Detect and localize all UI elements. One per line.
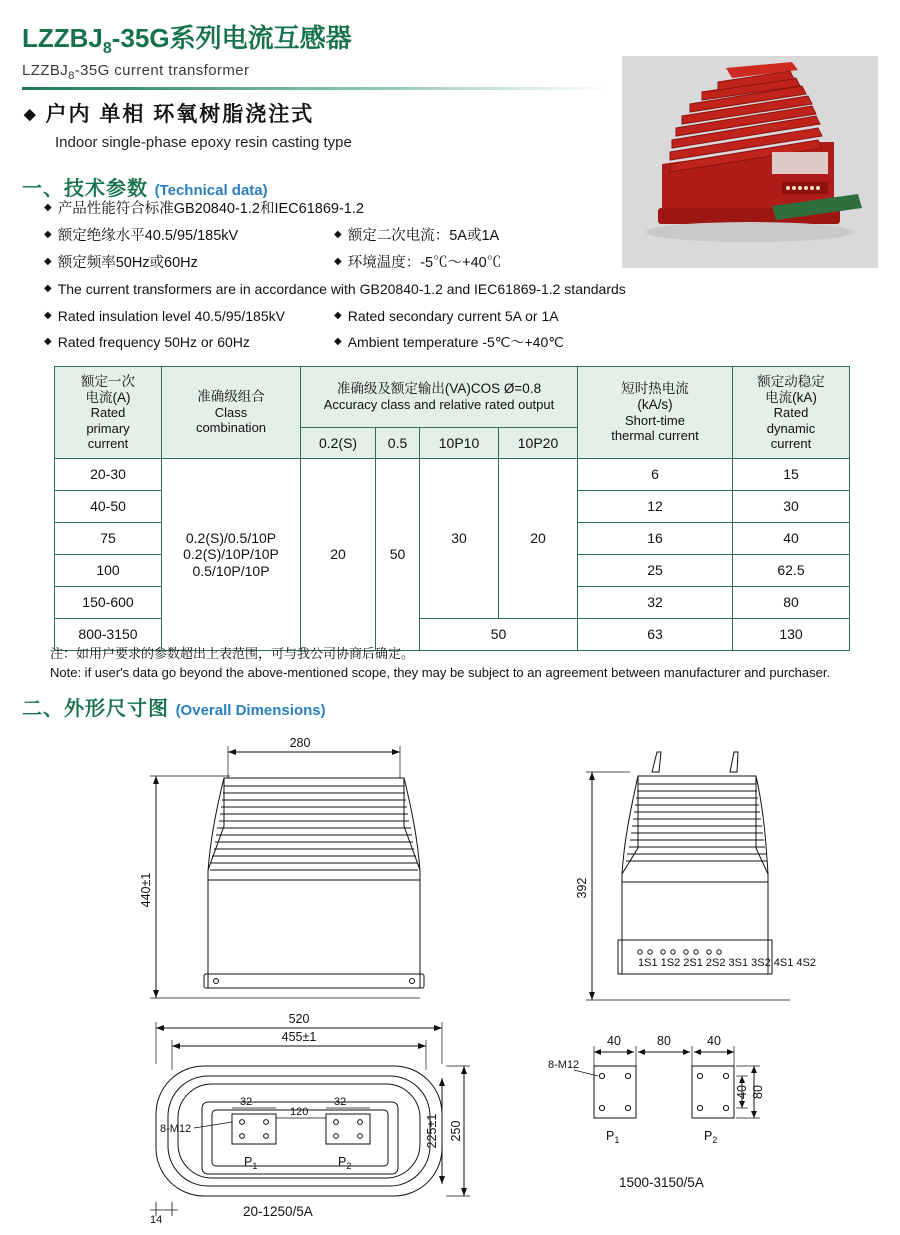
col-header-accuracy-en: Accuracy class and relative rated output [323, 397, 555, 413]
col-header-thermal-en-2: thermal current [611, 428, 699, 444]
title-en-subscript: 8 [68, 69, 75, 82]
diamond-bullet-icon: ◆ [24, 106, 38, 123]
spec-text: 额定频率50Hz或60Hz [57, 255, 198, 272]
list-item [44, 254, 334, 272]
cell-primary-current: 75 [55, 523, 162, 555]
spec-row [44, 308, 664, 326]
cell-primary-current: 40-50 [55, 491, 162, 523]
dim-plate-80-v: 80 [751, 1085, 765, 1099]
diamond-bullet-icon: ◆ [334, 256, 342, 268]
col-header-thermal-en-1: Short-time [625, 413, 685, 429]
col-header-primary-current-cn-1: 额定一次 [81, 373, 135, 389]
cell-10p20-output: 20 [498, 459, 577, 619]
front-view-svg [120, 730, 500, 1020]
cell-thermal-current: 63 [578, 619, 733, 651]
col-header-dynamic-en-3: current [770, 436, 812, 452]
diamond-bullet-icon: ◆ [44, 336, 52, 348]
dim-plate-40-left: 40 [607, 1034, 621, 1048]
technical-spec-list [44, 200, 664, 361]
cell-05-output: 50 [376, 459, 420, 651]
diamond-bullet-icon: ◆ [334, 336, 342, 348]
cell-thermal-current: 6 [578, 459, 733, 491]
list-item [44, 227, 334, 245]
drawing-front-view [120, 730, 500, 1025]
cell-primary-current: 20-30 [55, 459, 162, 491]
spec-text: 环境温度：-5℃～+40℃ [347, 255, 502, 272]
col-header-dynamic-en-2: dynamic [766, 420, 816, 436]
dim-top-outer-width: 520 [288, 1012, 310, 1026]
top-view-svg [120, 1010, 520, 1225]
cell-dynamic-current: 62.5 [733, 555, 850, 587]
dim-120: 120 [290, 1106, 309, 1118]
col-header-thermal-current [578, 367, 733, 459]
dim-plate-40-v: 40 [735, 1085, 749, 1099]
title-en-post: -35G current transformer [74, 61, 250, 79]
class-combination-line-2: 0.2(S)/10P/10P [183, 546, 279, 563]
spec-text: The current transformers are in accordance with GB20840-1.2 and IEC61869-1.2 standards [57, 281, 626, 298]
spec-text: Rated insulation level 40.5/95/185kV [57, 307, 285, 324]
list-item [334, 254, 654, 272]
note-en: Note: if user's data go beyond the above-mentioned scope, they may be subject to an agreement between manufacturer and purchaser. [50, 664, 831, 680]
title-cn-pre: LZZBJ [22, 23, 103, 53]
drawing-top-view [120, 1010, 520, 1230]
dim-side-height: 392 [575, 877, 589, 899]
list-item [334, 334, 654, 352]
bolt-spec-plates: 8-M12 [548, 1059, 580, 1071]
table-row [55, 459, 850, 491]
col-header-primary-current-en-2: primary [86, 420, 130, 436]
dim-32-right: 32 [334, 1096, 347, 1108]
table-header-row [55, 367, 850, 428]
col-header-class-en-1: Class [214, 405, 248, 421]
list-item [44, 308, 334, 326]
drawing-side-view [560, 742, 860, 1027]
cell-10p10-output-top: 30 [420, 459, 499, 619]
diamond-bullet-icon: ◆ [44, 309, 52, 321]
product-headline [24, 98, 604, 151]
section-one-en: (Technical data) [154, 182, 268, 199]
col-subheader-02s: 0.2(S) [301, 428, 376, 459]
dim-14: 14 [150, 1214, 163, 1225]
label-p1-top: $P_1$ [244, 1155, 258, 1171]
col-header-dynamic-current [733, 367, 850, 459]
bolt-spec-top: 8-M12 [160, 1123, 192, 1135]
dim-plate-80: 80 [657, 1034, 671, 1048]
col-header-accuracy-cn: 准确级及额定输出(VA)COS Ø=0.8 [336, 381, 542, 397]
col-header-primary-current-en-3: current [87, 436, 129, 452]
caption-top-view: 20-1250/5A [243, 1204, 313, 1219]
headline-cn-text: 户内 单相 环氧树脂浇注式 [45, 103, 315, 126]
table-header [55, 367, 850, 459]
cell-primary-current: 800-3150 [55, 619, 162, 651]
spec-text: 额定绝缘水平40.5/95/185kV [57, 228, 239, 245]
dim-32-left: 32 [240, 1096, 253, 1108]
col-header-thermal-cn-2: (kA/s) [637, 397, 673, 413]
page-subtitle [22, 62, 612, 82]
spec-text: Ambient temperature -5℃～+40℃ [347, 334, 564, 351]
title-en-pre: LZZBJ [22, 61, 69, 79]
diamond-bullet-icon: ◆ [334, 309, 342, 321]
dim-plate-40-right: 40 [707, 1034, 721, 1048]
diamond-bullet-icon: ◆ [44, 283, 52, 295]
title-cn-post: -35G系列电流互感器 [111, 23, 352, 53]
diamond-bullet-icon: ◆ [44, 202, 52, 213]
headline-en-text: Indoor single-phase epoxy resin casting type [55, 134, 352, 151]
cell-thermal-current: 25 [578, 555, 733, 587]
dim-top-inner-width: 455±1 [281, 1030, 317, 1044]
table-body [55, 459, 850, 651]
cell-primary-current: 150-600 [55, 587, 162, 619]
cell-primary-current: 100 [55, 555, 162, 587]
section-one-cn: 一、技术参数 [22, 178, 148, 200]
col-subheader-10p10: 10P10 [420, 428, 499, 459]
class-combination-line-1: 0.2(S)/0.5/10P [185, 529, 277, 546]
class-combination-line-3: 0.5/10P/10P [192, 562, 270, 579]
spec-text: 额定二次电流：5A或1A [347, 228, 500, 245]
list-item [334, 227, 654, 245]
caption-mounting-plates: 1500-3150/5A [619, 1175, 704, 1190]
dim-front-width: 280 [289, 736, 311, 750]
title-divider [22, 87, 612, 90]
col-header-primary-current-en-1: Rated [90, 405, 126, 421]
col-header-dynamic-cn-1: 额定动稳定 [757, 373, 825, 389]
spec-text: 产品性能符合标准GB20840-1.2和IEC61869-1.2 [57, 201, 364, 217]
label-p1-plate: $P_1$ [606, 1129, 620, 1145]
label-p2-top: $P_2$ [338, 1155, 352, 1171]
dim-top-inner-height: 225±1 [425, 1113, 439, 1149]
dim-top-outer-height: 250 [449, 1120, 463, 1142]
mounting-plates-svg [540, 1030, 800, 1170]
section-two-cn: 二、外形尺寸图 [22, 698, 169, 720]
diamond-bullet-icon: ◆ [44, 256, 52, 268]
table-note [50, 645, 860, 683]
cell-dynamic-current: 80 [733, 587, 850, 619]
spec-text: Rated secondary current 5A or 1A [347, 307, 559, 324]
cell-thermal-current: 32 [578, 587, 733, 619]
title-cn-subscript: 8 [102, 40, 112, 58]
col-header-primary-current-cn-2: 电流(A) [85, 389, 131, 405]
spec-row [44, 227, 664, 245]
section-two-en: (Overall Dimensions) [175, 702, 326, 719]
col-header-accuracy [301, 367, 578, 428]
cell-class-combination [162, 459, 301, 651]
spec-text: Rated frequency 50Hz or 60Hz [57, 334, 250, 351]
headline-cn-row [24, 98, 604, 128]
spec-row [44, 281, 664, 299]
drawing-mounting-plates [540, 1030, 800, 1175]
section-one-heading [22, 172, 268, 201]
col-header-dynamic-cn-2: 电流(kA) [765, 389, 817, 405]
cell-dynamic-current: 130 [733, 619, 850, 651]
col-subheader-10p20: 10P20 [498, 428, 577, 459]
cell-dynamic-current: 40 [733, 523, 850, 555]
diamond-bullet-icon: ◆ [44, 229, 52, 241]
cell-thermal-current: 16 [578, 523, 733, 555]
col-header-primary-current [55, 367, 162, 459]
side-view-svg [560, 742, 860, 1022]
col-header-class-en-2: combination [195, 420, 267, 436]
col-header-thermal-cn-1: 短时热电流 [621, 381, 689, 397]
list-item [44, 200, 664, 218]
col-header-class-cn: 准确级组合 [197, 389, 265, 405]
page-title [22, 24, 612, 58]
terminal-labels: 1S1 1S2 2S1 2S2 3S1 3S2 4S1 4S2 [638, 957, 816, 969]
section-two-heading [22, 692, 326, 721]
cell-dynamic-current: 15 [733, 459, 850, 491]
spec-row [44, 334, 664, 352]
cell-dynamic-current: 30 [733, 491, 850, 523]
parameter-table [54, 366, 850, 651]
cell-10p10-output-bottom: 50 [420, 619, 578, 651]
label-p2-plate: $P_2$ [704, 1129, 718, 1145]
cell-02s-output: 20 [301, 459, 376, 651]
list-item [44, 334, 334, 352]
spec-row [44, 254, 664, 272]
spec-row [44, 200, 664, 218]
diamond-bullet-icon: ◆ [334, 229, 342, 241]
list-item [44, 281, 664, 299]
list-item [334, 308, 654, 326]
col-header-class-combination [162, 367, 301, 459]
note-cn: 注：如用户要求的参数超出上表范围，可与我公司协商后确定。 [50, 646, 415, 661]
dim-front-height: 440±1 [139, 872, 153, 908]
document-header [22, 24, 612, 90]
cell-thermal-current: 12 [578, 491, 733, 523]
col-header-dynamic-en-1: Rated [773, 405, 809, 421]
col-subheader-05: 0.5 [376, 428, 420, 459]
